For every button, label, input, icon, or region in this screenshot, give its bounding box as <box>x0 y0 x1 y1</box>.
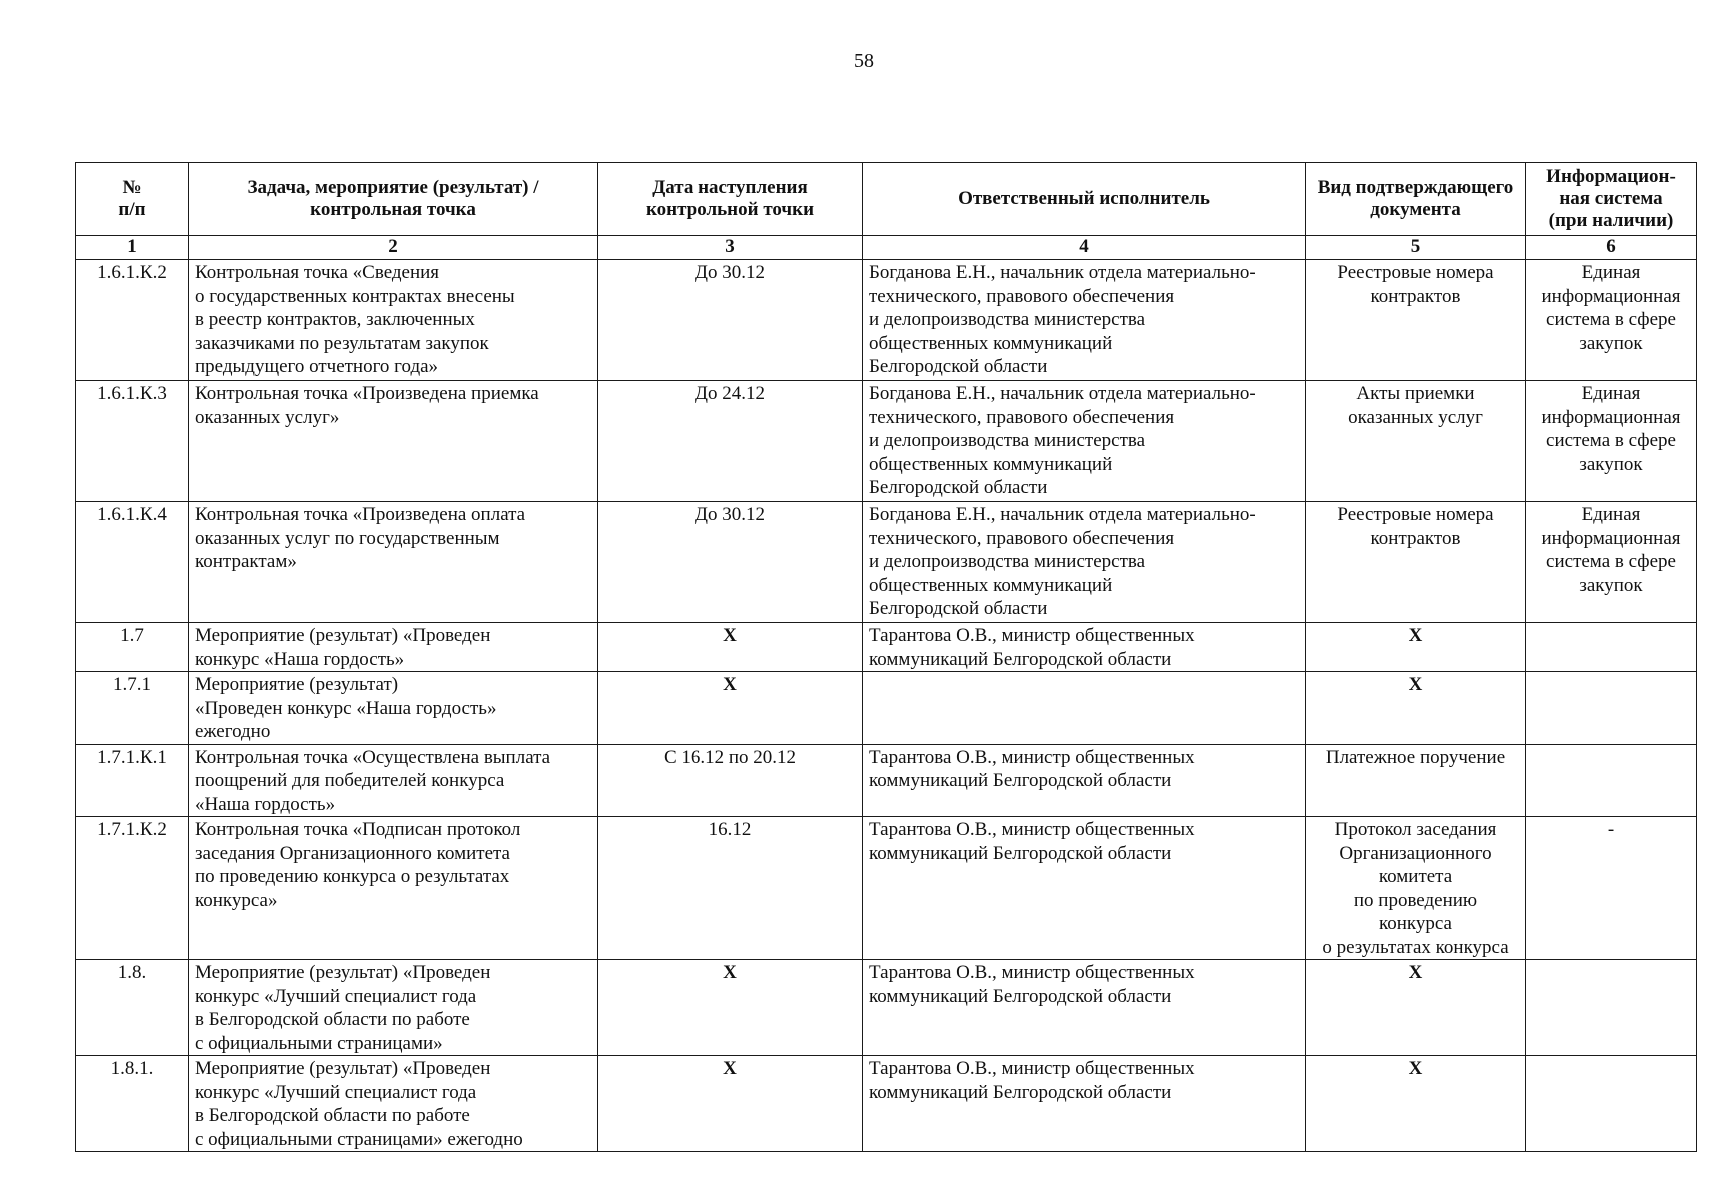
header-date: Дата наступления контрольной точки <box>598 163 863 236</box>
control-points-table <box>75 162 1697 1152</box>
row-num: 1.8. <box>76 960 189 1056</box>
row-system <box>1526 744 1697 817</box>
row-executor <box>863 672 1306 745</box>
header-task: Задача, мероприятие (результат) / контрольная точка <box>189 163 598 236</box>
row-task: Контрольная точка «Осуществлена выплата поощрений для победителей конкурса «Наша гордость» <box>189 744 598 817</box>
row-executor: Богданова Е.Н., начальник отдела материально- технического, правового обеспечения и делопроизводства министерства общественных коммуникаций Белгородской области <box>863 381 1306 502</box>
row-system: - <box>1526 817 1697 960</box>
column-number: 4 <box>863 236 1306 260</box>
row-system: Единая информационная система в сфере закупок <box>1526 381 1697 502</box>
table-row <box>76 744 1697 817</box>
header-system: Информацион- ная система (при наличии) <box>1526 163 1697 236</box>
table-row <box>76 817 1697 960</box>
row-task: Контрольная точка «Сведения о государственных контрактах внесены в реестр контрактов, заключенных заказчиками по результатам закупок предыдущего отчетного года» <box>189 260 598 381</box>
row-date: X <box>598 960 863 1056</box>
column-number: 3 <box>598 236 863 260</box>
row-document: Акты приемки оказанных услуг <box>1306 381 1526 502</box>
row-date: До 24.12 <box>598 381 863 502</box>
row-task: Контрольная точка «Произведена приемка оказанных услуг» <box>189 381 598 502</box>
row-num: 1.7 <box>76 623 189 672</box>
row-task: Мероприятие (результат) «Проведен конкурс «Наша гордость» <box>189 623 598 672</box>
row-date: 16.12 <box>598 817 863 960</box>
row-task: Мероприятие (результат) «Проведен конкурс «Лучший специалист года в Белгородской области по работе с официальными страницами» ежегодно <box>189 1056 598 1152</box>
row-system <box>1526 1056 1697 1152</box>
table-row <box>76 1056 1697 1152</box>
row-document: X <box>1306 1056 1526 1152</box>
row-executor: Тарантова О.В., министр общественных коммуникаций Белгородской области <box>863 623 1306 672</box>
row-num: 1.7.1.К.1 <box>76 744 189 817</box>
header-num: № п/п <box>76 163 189 236</box>
row-task: Мероприятие (результат) «Проведен конкурс «Лучший специалист года в Белгородской области по работе с официальными страницами» <box>189 960 598 1056</box>
row-system <box>1526 672 1697 745</box>
row-date: До 30.12 <box>598 260 863 381</box>
row-system: Единая информационная система в сфере закупок <box>1526 260 1697 381</box>
header-executor: Ответственный исполнитель <box>863 163 1306 236</box>
column-number: 6 <box>1526 236 1697 260</box>
row-executor: Богданова Е.Н., начальник отдела материально- технического, правового обеспечения и делопроизводства министерства общественных коммуникаций Белгородской области <box>863 502 1306 623</box>
row-system <box>1526 960 1697 1056</box>
row-num: 1.7.1 <box>76 672 189 745</box>
row-system <box>1526 623 1697 672</box>
row-document: Реестровые номера контрактов <box>1306 502 1526 623</box>
row-num: 1.6.1.К.4 <box>76 502 189 623</box>
table-row <box>76 623 1697 672</box>
table-row <box>76 502 1697 623</box>
table-row <box>76 672 1697 745</box>
row-task: Мероприятие (результат) «Проведен конкурс «Наша гордость» ежегодно <box>189 672 598 745</box>
row-num: 1.8.1. <box>76 1056 189 1152</box>
page-number: 58 <box>854 50 874 72</box>
row-document: X <box>1306 960 1526 1056</box>
row-document: Платежное поручение <box>1306 744 1526 817</box>
row-num: 1.6.1.К.2 <box>76 260 189 381</box>
row-date: С 16.12 по 20.12 <box>598 744 863 817</box>
row-date: X <box>598 623 863 672</box>
row-date: X <box>598 672 863 745</box>
column-number: 1 <box>76 236 189 260</box>
header-document: Вид подтверждающего документа <box>1306 163 1526 236</box>
row-task: Контрольная точка «Произведена оплата оказанных услуг по государственным контрактам» <box>189 502 598 623</box>
header-row <box>76 163 1697 236</box>
row-executor: Тарантова О.В., министр общественных коммуникаций Белгородской области <box>863 960 1306 1056</box>
row-num: 1.6.1.К.3 <box>76 381 189 502</box>
row-date: До 30.12 <box>598 502 863 623</box>
row-executor: Тарантова О.В., министр общественных коммуникаций Белгородской области <box>863 817 1306 960</box>
row-document: X <box>1306 672 1526 745</box>
row-executor: Тарантова О.В., министр общественных коммуникаций Белгородской области <box>863 1056 1306 1152</box>
row-system: Единая информационная система в сфере закупок <box>1526 502 1697 623</box>
column-number-row <box>76 236 1697 260</box>
row-document: Протокол заседания Организационного комитета по проведению конкурса о результатах конкурса <box>1306 817 1526 960</box>
row-document: Реестровые номера контрактов <box>1306 260 1526 381</box>
row-date: X <box>598 1056 863 1152</box>
row-document: X <box>1306 623 1526 672</box>
table-row <box>76 381 1697 502</box>
row-executor: Богданова Е.Н., начальник отдела материально- технического, правового обеспечения и делопроизводства министерства общественных коммуникаций Белгородской области <box>863 260 1306 381</box>
table-row <box>76 960 1697 1056</box>
row-executor: Тарантова О.В., министр общественных коммуникаций Белгородской области <box>863 744 1306 817</box>
table-row <box>76 260 1697 381</box>
row-num: 1.7.1.К.2 <box>76 817 189 960</box>
column-number: 2 <box>189 236 598 260</box>
row-task: Контрольная точка «Подписан протокол заседания Организационного комитета по проведению конкурса о результатах конкурса» <box>189 817 598 960</box>
column-number: 5 <box>1306 236 1526 260</box>
